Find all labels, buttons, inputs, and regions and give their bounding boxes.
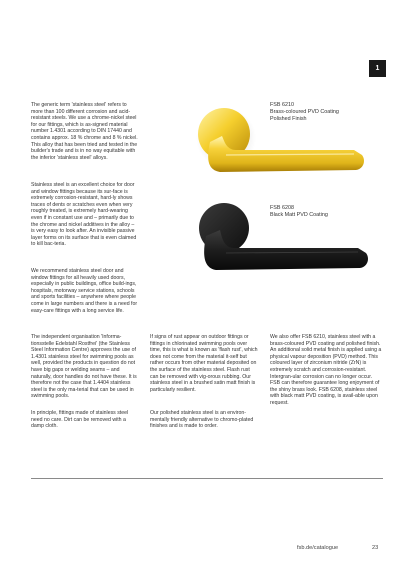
black-handle-description: Black Matt PVD Coating bbox=[270, 211, 328, 218]
gold-handle-model: FSB 6210 bbox=[270, 102, 294, 108]
paragraph-care: In principle, fittings made of stainless steel need no care. Dirt can be removed with a damp cloth. bbox=[31, 410, 129, 430]
paragraph-swimming-pools: The independent organisation 'Informa-tionsstelle Edelstahl Rostfrei' (the Stainless Steel Information Centre) approves the use of 1.4301 stainless steel for swimming pools as well, provided the products in question do not have big gaps or welding seams – and naturally, door handles do not have these. It is therefore not the case that 1.4404 stainless steel is the only ma-terial that can be used in swimming pools. bbox=[31, 334, 137, 400]
gold-handle-finish: Polished Finish bbox=[270, 115, 307, 122]
paragraph-stainless-definition: The generic term 'stainless steel' refers to more than 100 different corrosion and acid-resistant steels. We use a chrome-nickel steel for our fittings, which is as-signed material number 1.4301 according to DIN 17440 and contains approx. 18 % chrome and 8 % nickel. This alloy that has been tried and tested in the builder's trade and is in no way equitable with the inferior 'stainless steel' alloys. bbox=[31, 102, 138, 161]
paragraph-flash-rust: If signs of rust appear on outdoor fittings or fittings in chlorinated swimming pools over time, this is what is known as 'flash rust', which does not come from the material it-self but rather occurs from other material deposited on the surface of the stainless steel. Flash rust can be removed with vig-orous rubbing. Our stainless steel in a brushed satin matt finish is particularly resilient. bbox=[150, 334, 258, 393]
paragraph-polished-alternative: Our polished stainless steel is an environ-mentally friendly alternative to chromo-plated finishes and is made to order. bbox=[150, 410, 254, 430]
black-handle-caption bbox=[270, 205, 380, 219]
black-handle-model: FSB 6208 bbox=[270, 205, 294, 211]
paragraph-stainless-benefits: Stainless steel is an excellent choice for door and window fittings because its sur-face is extremely corrosion-resistant, hard-ly shows traces of dents or scratches even when very roughly treated, is extremely hard-wearing even if in constant use and – primarily due to the chrome and nickel additives in the alloy – is very easy to look after. An invisible passive layer forms on its surface that is even claimed to kill bac-teria. bbox=[31, 182, 137, 248]
page-number: 23 bbox=[372, 545, 379, 551]
footer-divider bbox=[31, 478, 383, 479]
gold-handle-caption bbox=[270, 102, 380, 122]
section-tab-marker: 1 bbox=[369, 60, 386, 77]
gold-handle-description: Brass-coloured PVD Coating bbox=[270, 108, 339, 115]
paragraph-pvd-coating: We also offer FSB 6210, stainless steel with a brass-coloured PVD coating and polished finish. An additional solid metal finish is applied using a physical vapour deposition (PVD) method. This coloured layer of zirconium nitride (ZrN) is extremely scratch and corrosion-resistant. Intergran-ular corrosion can no longer occur. FSB can therefore guarantee long enjoyment of the shiny brass look. FSB 6208, stainless steel with black matt PVD coating, is avail-able upon request. bbox=[270, 334, 382, 406]
paragraph-recommendation: We recommend stainless steel door and window fittings for all heavily used doors, especially in public buildings, office build-ings, hospitals, motorway service stations, schools and sports facilities – anywhere where people come in large numbers and there is a need for easy-care fittings with a long service life. bbox=[31, 268, 138, 314]
footer-url-link[interactable]: fsb.de/catalogue bbox=[297, 545, 339, 551]
